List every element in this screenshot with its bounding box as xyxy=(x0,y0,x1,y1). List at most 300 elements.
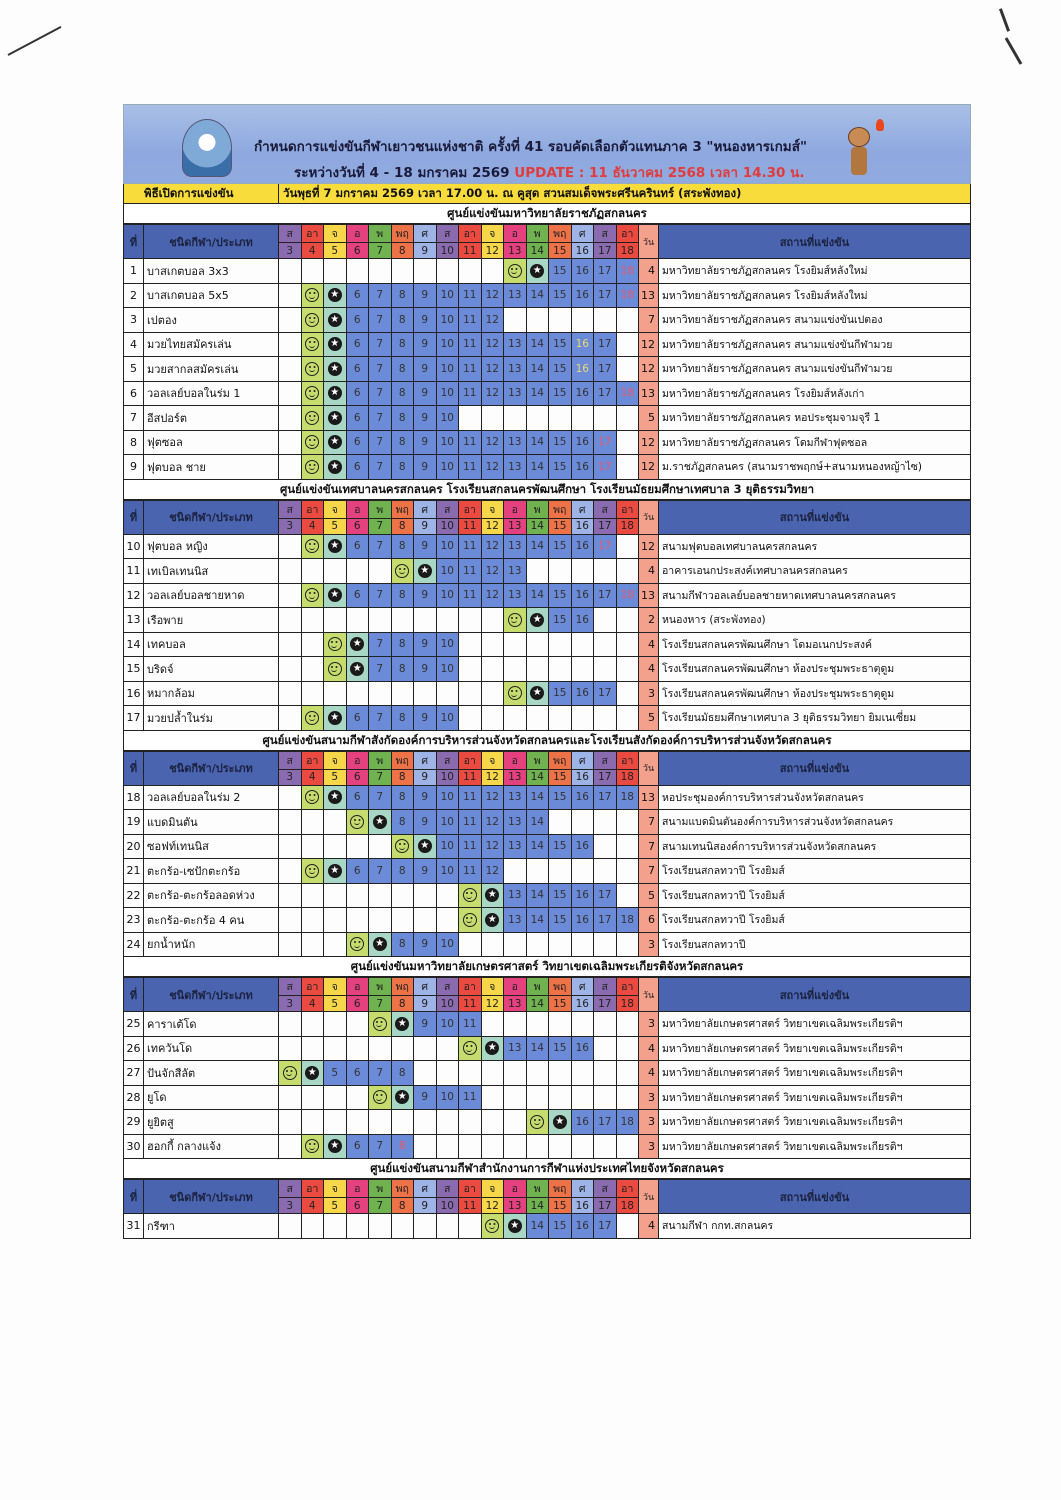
column-header-sport: ชนิดกีฬา/ประเภท xyxy=(144,978,279,1012)
date-cell: 13 xyxy=(504,996,527,1012)
day-cell xyxy=(571,1012,594,1037)
day-cell-competition: 17 xyxy=(594,357,617,382)
day-cell xyxy=(481,681,504,706)
smiley-icon xyxy=(283,1066,297,1080)
weekday-cell: อา xyxy=(616,1180,639,1198)
day-cell xyxy=(279,859,302,884)
day-cell-competition: 16 xyxy=(571,883,594,908)
day-cell-competition: 11 xyxy=(459,1012,482,1037)
day-cell-competition: 9 xyxy=(414,932,437,957)
row-number: 3 xyxy=(124,308,144,333)
weekday-cell: พ xyxy=(369,225,392,243)
section-title: ศูนย์แข่งขันสนามกีฬาสำนักงานการกีฬาแห่งประเทศไทยจังหวัดสกลนคร xyxy=(123,1159,971,1179)
day-cell-competition: 8 xyxy=(391,932,414,957)
day-cell-competition: 15 xyxy=(549,1036,572,1061)
day-cell-start xyxy=(324,430,347,455)
star-icon: ★ xyxy=(395,1090,409,1104)
competition-days: 3 xyxy=(639,1134,659,1159)
day-cell-competition: 8 xyxy=(391,430,414,455)
day-cell-competition: 6 xyxy=(346,381,369,406)
day-cell xyxy=(594,810,617,835)
day-cell xyxy=(346,1085,369,1110)
day-cell-competition: 6 xyxy=(346,357,369,382)
smiley-icon xyxy=(373,1017,387,1031)
day-cell-competition: 15 xyxy=(549,381,572,406)
table-row xyxy=(124,1134,971,1159)
day-cell xyxy=(504,1110,527,1135)
table-row xyxy=(124,1036,971,1061)
day-cell xyxy=(549,657,572,682)
weekday-cell: ศ xyxy=(414,1180,437,1198)
day-cell-opening xyxy=(459,908,482,933)
row-number: 21 xyxy=(124,859,144,884)
date-cell: 11 xyxy=(459,243,482,259)
day-cell xyxy=(526,1012,549,1037)
venue-name: มหาวิทยาลัยเกษตรศาสตร์ วิทยาเขตเฉลิมพระเกียรติฯ xyxy=(659,1012,971,1037)
day-cell-competition: 16 xyxy=(571,1036,594,1061)
day-cell-competition: 16 xyxy=(571,430,594,455)
day-cell xyxy=(391,259,414,284)
day-cell xyxy=(616,357,639,382)
day-cell-competition: 17 xyxy=(594,430,617,455)
day-cell-competition: 10 xyxy=(436,834,459,859)
smiley-icon xyxy=(463,913,477,927)
date-cell: 17 xyxy=(594,996,617,1012)
day-cell-competition: 8 xyxy=(391,785,414,810)
day-cell xyxy=(616,1036,639,1061)
day-cell xyxy=(279,883,302,908)
competition-days: 12 xyxy=(639,430,659,455)
day-cell xyxy=(346,608,369,633)
star-icon: ★ xyxy=(485,1041,499,1055)
sport-name: ตะกร้อ-ตะกร้อลอดห่วง xyxy=(144,883,279,908)
day-cell-competition: 6 xyxy=(346,1134,369,1159)
day-cell xyxy=(369,559,392,584)
day-cell-competition: 14 xyxy=(526,455,549,480)
day-cell xyxy=(324,559,347,584)
day-cell xyxy=(594,632,617,657)
weekday-cell: ส xyxy=(594,500,617,518)
day-cell xyxy=(346,1036,369,1061)
date-cell: 16 xyxy=(571,769,594,785)
day-cell xyxy=(301,1110,324,1135)
day-cell-competition: 10 xyxy=(436,430,459,455)
day-cell xyxy=(571,1085,594,1110)
star-icon: ★ xyxy=(530,686,544,700)
date-cell: 3 xyxy=(279,518,302,534)
sport-name: ฟุตบอล ชาย xyxy=(144,455,279,480)
day-cell xyxy=(346,834,369,859)
day-cell xyxy=(301,657,324,682)
day-cell xyxy=(481,632,504,657)
date-cell: 5 xyxy=(324,996,347,1012)
day-cell xyxy=(279,583,302,608)
date-cell: 11 xyxy=(459,518,482,534)
day-cell-start xyxy=(414,834,437,859)
day-cell-competition: 14 xyxy=(526,883,549,908)
date-cell: 9 xyxy=(414,243,437,259)
sport-name: วอลเลย์บอลชายหาด xyxy=(144,583,279,608)
row-number: 16 xyxy=(124,681,144,706)
day-cell xyxy=(369,681,392,706)
date-cell: 12 xyxy=(481,518,504,534)
day-cell-competition: 16 xyxy=(571,834,594,859)
row-number: 15 xyxy=(124,657,144,682)
weekday-cell: อา xyxy=(459,1180,482,1198)
day-cell xyxy=(301,883,324,908)
day-cell-competition: 6 xyxy=(346,406,369,431)
table-row xyxy=(124,608,971,633)
sport-name: เรือพาย xyxy=(144,608,279,633)
day-cell-competition: 16 xyxy=(571,681,594,706)
day-cell-competition: 12 xyxy=(481,534,504,559)
column-header-sport: ชนิดกีฬา/ประเภท xyxy=(144,1180,279,1214)
day-cell xyxy=(594,608,617,633)
day-cell xyxy=(594,1061,617,1086)
day-cell xyxy=(481,1110,504,1135)
day-cell-start xyxy=(481,908,504,933)
day-cell xyxy=(279,283,302,308)
sport-name: มวยสากลสมัครเล่น xyxy=(144,357,279,382)
day-cell xyxy=(526,406,549,431)
day-cell-competition: 10 xyxy=(436,559,459,584)
star-icon: ★ xyxy=(328,435,342,449)
day-cell xyxy=(459,932,482,957)
day-cell-competition: 15 xyxy=(549,785,572,810)
competition-days: 5 xyxy=(639,706,659,731)
day-cell-competition: 8 xyxy=(391,657,414,682)
day-cell-competition: 15 xyxy=(549,583,572,608)
schedule-table xyxy=(123,977,971,1159)
venue-name: มหาวิทยาลัยราชภัฏสกลนคร สนามแข่งขันกีฬามวย xyxy=(659,357,971,382)
day-cell-start xyxy=(301,1061,324,1086)
day-cell xyxy=(324,908,347,933)
day-cell xyxy=(459,1110,482,1135)
day-cell-start xyxy=(526,681,549,706)
date-cell: 17 xyxy=(594,769,617,785)
weekday-cell: พ xyxy=(369,1180,392,1198)
row-number: 28 xyxy=(124,1085,144,1110)
day-cell xyxy=(504,932,527,957)
day-cell xyxy=(549,810,572,835)
day-cell xyxy=(324,1214,347,1239)
day-cell-competition: 10 xyxy=(436,810,459,835)
day-cell-competition: 10 xyxy=(436,706,459,731)
schedule-table xyxy=(123,224,971,480)
day-cell-competition: 9 xyxy=(414,706,437,731)
day-cell-competition: 7 xyxy=(369,455,392,480)
day-cell xyxy=(616,1134,639,1159)
date-cell: 11 xyxy=(459,996,482,1012)
day-cell-competition: 6 xyxy=(346,785,369,810)
day-cell-competition: 15 xyxy=(549,681,572,706)
day-cell xyxy=(436,1134,459,1159)
competition-days: 4 xyxy=(639,657,659,682)
sport-name: กรีฑา xyxy=(144,1214,279,1239)
competition-days: 12 xyxy=(639,332,659,357)
day-cell xyxy=(279,308,302,333)
day-cell-competition: 12 xyxy=(481,785,504,810)
day-cell xyxy=(436,259,459,284)
day-cell-competition: 6 xyxy=(346,1061,369,1086)
day-cell-competition: 12 xyxy=(481,810,504,835)
day-cell xyxy=(571,308,594,333)
section-title: ศูนย์แข่งขันมหาวิทยาลัยราชภัฏสกลนคร xyxy=(123,204,971,224)
date-cell: 5 xyxy=(324,518,347,534)
day-cell-opening xyxy=(301,332,324,357)
ceremony-label: พิธีเปิดการแข่งขัน xyxy=(124,184,279,203)
day-cell xyxy=(526,559,549,584)
weekday-cell: พ xyxy=(526,978,549,996)
day-cell-competition: 8 xyxy=(391,381,414,406)
venue-name: สนามแบดมินตันองค์การบริหารส่วนจังหวัดสกลนคร xyxy=(659,810,971,835)
day-cell-competition: 10 xyxy=(436,357,459,382)
day-cell xyxy=(346,1110,369,1135)
day-cell-competition: 15 xyxy=(549,357,572,382)
competition-days: 13 xyxy=(639,583,659,608)
date-cell: 16 xyxy=(571,518,594,534)
day-cell-opening xyxy=(324,632,347,657)
date-cell: 10 xyxy=(436,769,459,785)
day-cell xyxy=(301,810,324,835)
day-cell-competition: 9 xyxy=(414,1012,437,1037)
row-number: 17 xyxy=(124,706,144,731)
day-cell xyxy=(436,1036,459,1061)
star-icon: ★ xyxy=(350,637,364,651)
section-title: ศูนย์แข่งขันมหาวิทยาลัยเกษตรศาสตร์ วิทยาเขตเฉลิมพระเกียรติจังหวัดสกลนคร xyxy=(123,957,971,977)
day-cell xyxy=(369,1036,392,1061)
day-cell-competition: 17 xyxy=(594,883,617,908)
day-cell xyxy=(324,1110,347,1135)
day-cell-competition: 11 xyxy=(459,308,482,333)
day-cell-competition: 6 xyxy=(346,534,369,559)
sport-name: เทเบิลเทนนิส xyxy=(144,559,279,584)
day-cell xyxy=(481,1085,504,1110)
date-cell: 6 xyxy=(346,996,369,1012)
competition-days: 4 xyxy=(639,259,659,284)
day-cell-competition: 12 xyxy=(481,559,504,584)
day-cell-competition: 16 xyxy=(571,1214,594,1239)
venue-name: มหาวิทยาลัยเกษตรศาสตร์ วิทยาเขตเฉลิมพระเกียรติฯ xyxy=(659,1110,971,1135)
day-cell xyxy=(436,1214,459,1239)
venue-name: มหาวิทยาลัยเกษตรศาสตร์ วิทยาเขตเฉลิมพระเกียรติฯ xyxy=(659,1036,971,1061)
date-cell: 11 xyxy=(459,1198,482,1214)
weekday-cell: พฤ xyxy=(549,500,572,518)
day-cell xyxy=(279,381,302,406)
table-row xyxy=(124,406,971,431)
day-cell xyxy=(436,608,459,633)
smiley-icon xyxy=(530,1115,544,1129)
star-icon: ★ xyxy=(328,711,342,725)
competition-days: 7 xyxy=(639,834,659,859)
day-cell xyxy=(459,406,482,431)
day-cell-competition: 15 xyxy=(549,283,572,308)
row-number: 4 xyxy=(124,332,144,357)
day-cell xyxy=(391,1036,414,1061)
venue-name: โรงเรียนมัธยมศึกษาเทศบาล 3 ยุติธรรมวิทยา ยิมเนเซี่ยม xyxy=(659,706,971,731)
smiley-icon xyxy=(305,588,319,602)
weekday-cell: ศ xyxy=(571,225,594,243)
day-cell xyxy=(279,932,302,957)
table-row xyxy=(124,308,971,333)
day-cell xyxy=(414,1061,437,1086)
sport-name: เทคบอล xyxy=(144,632,279,657)
star-icon: ★ xyxy=(418,564,432,578)
day-cell xyxy=(549,559,572,584)
day-cell-start xyxy=(414,559,437,584)
day-cell-competition: 15 xyxy=(549,1214,572,1239)
day-cell-competition: 7 xyxy=(369,283,392,308)
date-cell: 3 xyxy=(279,769,302,785)
day-cell xyxy=(346,1012,369,1037)
row-number: 26 xyxy=(124,1036,144,1061)
day-cell-competition: 13 xyxy=(504,332,527,357)
date-cell: 13 xyxy=(504,769,527,785)
day-cell-competition: 8 xyxy=(391,455,414,480)
date-cell: 15 xyxy=(549,243,572,259)
weekday-cell: พ xyxy=(369,500,392,518)
weekday-cell: ศ xyxy=(414,751,437,769)
day-cell-competition: 9 xyxy=(414,381,437,406)
venue-name: อาคารเอนกประสงค์เทศบาลนครสกลนคร xyxy=(659,559,971,584)
day-cell-start xyxy=(481,1036,504,1061)
update-stamp: UPDATE : 11 ธันวาคม 2568 เวลา 14.30 น. xyxy=(509,165,805,181)
day-cell-competition: 14 xyxy=(526,332,549,357)
day-cell-competition: 13 xyxy=(504,883,527,908)
weekday-cell: อา xyxy=(301,978,324,996)
day-cell xyxy=(504,406,527,431)
day-cell-competition: 7 xyxy=(369,859,392,884)
competition-days: 5 xyxy=(639,406,659,431)
sport-name: บริดจ์ xyxy=(144,657,279,682)
day-cell-competition: 6 xyxy=(346,583,369,608)
venue-name: โรงเรียนสกลนครพัฒนศึกษา ห้องประชุมพระธาตุดูม xyxy=(659,657,971,682)
weekday-cell: อา xyxy=(616,978,639,996)
day-cell-opening xyxy=(301,785,324,810)
day-cell-competition: 16 xyxy=(571,534,594,559)
day-cell-competition: 7 xyxy=(369,534,392,559)
date-cell: 13 xyxy=(504,243,527,259)
date-range xyxy=(294,161,804,183)
day-cell-competition: 17 xyxy=(594,534,617,559)
day-cell-opening xyxy=(391,559,414,584)
day-cell xyxy=(324,681,347,706)
day-cell xyxy=(571,657,594,682)
star-icon: ★ xyxy=(508,1219,522,1233)
star-icon: ★ xyxy=(418,839,432,853)
star-icon: ★ xyxy=(530,264,544,278)
day-cell-competition: 14 xyxy=(526,1214,549,1239)
day-cell xyxy=(571,1061,594,1086)
day-cell-opening xyxy=(301,859,324,884)
day-cell xyxy=(279,534,302,559)
column-header-days: วัน xyxy=(639,1180,659,1214)
day-cell-competition: 8 xyxy=(391,810,414,835)
table-row xyxy=(124,430,971,455)
day-cell-opening xyxy=(481,1214,504,1239)
header-row-weekdays xyxy=(124,225,971,243)
day-cell xyxy=(369,834,392,859)
day-cell-competition: 9 xyxy=(414,785,437,810)
date-cell: 9 xyxy=(414,1198,437,1214)
smiley-icon xyxy=(508,264,522,278)
competition-days: 3 xyxy=(639,932,659,957)
day-cell xyxy=(369,883,392,908)
day-cell xyxy=(571,810,594,835)
column-header-sport: ชนิดกีฬา/ประเภท xyxy=(144,751,279,785)
day-cell-opening xyxy=(301,406,324,431)
weekday-cell: ส xyxy=(594,751,617,769)
day-cell xyxy=(279,681,302,706)
day-cell xyxy=(346,908,369,933)
day-cell xyxy=(279,332,302,357)
day-cell xyxy=(481,608,504,633)
day-cell xyxy=(459,1134,482,1159)
weekday-cell: ส xyxy=(594,978,617,996)
day-cell xyxy=(594,1085,617,1110)
smiley-icon xyxy=(305,435,319,449)
day-cell xyxy=(481,657,504,682)
day-cell-competition: 17 xyxy=(594,259,617,284)
schedule-table xyxy=(123,751,971,958)
day-cell xyxy=(279,834,302,859)
date-cell: 11 xyxy=(459,769,482,785)
venue-name: โรงเรียนสกลทวาปี xyxy=(659,932,971,957)
day-cell-opening xyxy=(301,283,324,308)
day-cell-competition: 13 xyxy=(504,430,527,455)
day-cell xyxy=(459,681,482,706)
day-cell-competition: 14 xyxy=(526,583,549,608)
star-icon: ★ xyxy=(328,386,342,400)
day-cell-competition: 15 xyxy=(549,332,572,357)
date-cell: 8 xyxy=(391,769,414,785)
star-icon: ★ xyxy=(328,288,342,302)
day-cell xyxy=(571,559,594,584)
weekday-cell: อา xyxy=(301,1180,324,1198)
day-cell xyxy=(616,706,639,731)
sport-name: บาสเกตบอล 3x3 xyxy=(144,259,279,284)
venue-name: มหาวิทยาลัยราชภัฏสกลนคร โรงยิมส์หลังเก่า xyxy=(659,381,971,406)
weekday-cell: อา xyxy=(616,751,639,769)
day-cell xyxy=(594,1134,617,1159)
day-cell-competition: 8 xyxy=(391,859,414,884)
star-icon: ★ xyxy=(350,662,364,676)
weekday-cell: อ xyxy=(504,751,527,769)
day-cell xyxy=(279,1214,302,1239)
day-cell xyxy=(301,1036,324,1061)
day-cell-competition: 9 xyxy=(414,632,437,657)
weekday-cell: อา xyxy=(301,751,324,769)
smiley-icon xyxy=(328,637,342,651)
day-cell-competition: 17 xyxy=(594,381,617,406)
weekday-cell: อ xyxy=(346,978,369,996)
date-cell: 9 xyxy=(414,996,437,1012)
venue-name: โรงเรียนสกลนครพัฒนศึกษา โดมอเนกประสงค์ xyxy=(659,632,971,657)
day-cell-competition: 10 xyxy=(436,534,459,559)
date-cell: 5 xyxy=(324,1198,347,1214)
star-icon: ★ xyxy=(328,1139,342,1153)
day-cell-competition: 13 xyxy=(504,534,527,559)
day-cell xyxy=(594,859,617,884)
day-cell xyxy=(549,1012,572,1037)
day-cell-opening xyxy=(504,681,527,706)
day-cell xyxy=(414,883,437,908)
day-cell xyxy=(549,1085,572,1110)
row-number: 1 xyxy=(124,259,144,284)
day-cell-competition: 17 xyxy=(594,332,617,357)
smiley-icon xyxy=(305,411,319,425)
day-cell xyxy=(436,1110,459,1135)
